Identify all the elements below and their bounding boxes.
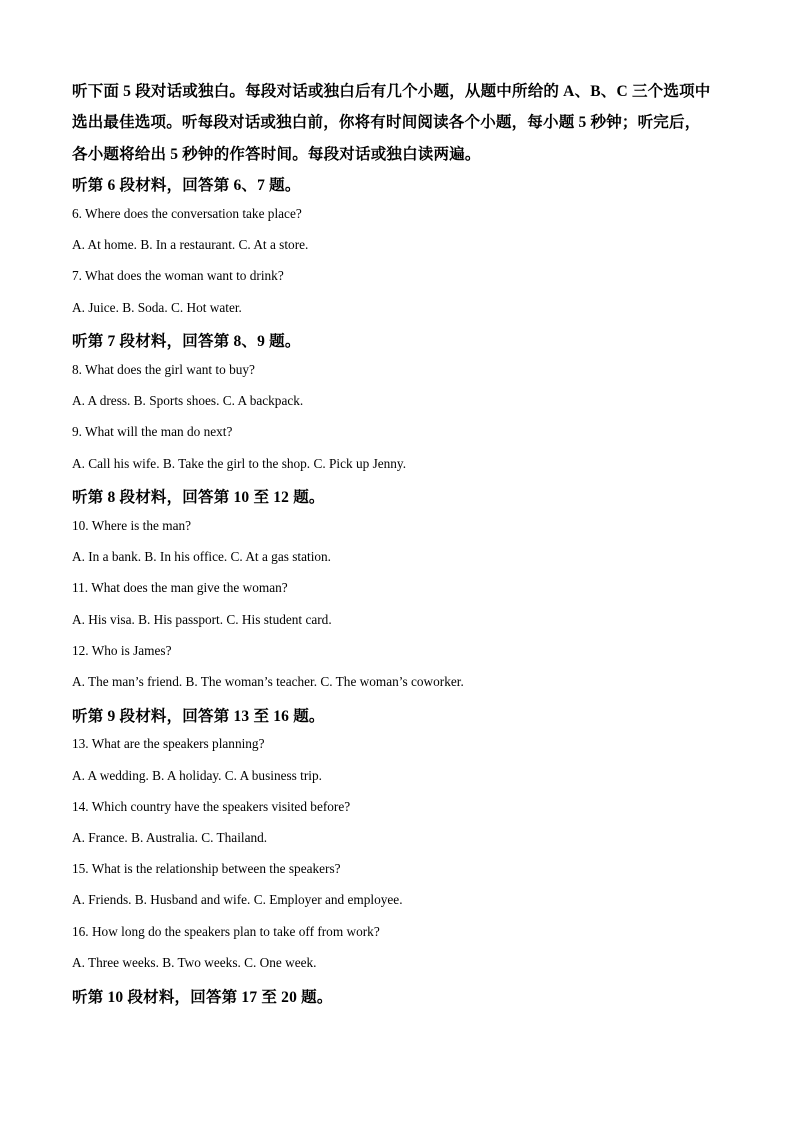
options-13: A. A wedding. B. A holiday. C. A business trip. xyxy=(72,768,322,783)
instructions-line-3: 各小题将给出 5 秒钟的作答时间。每段对话或独白读两遍。 xyxy=(72,146,481,163)
options-6: A. At home. B. In a restaurant. C. At a store. xyxy=(72,237,309,252)
options-14: A. France. B. Australia. C. Thailand. xyxy=(72,830,268,845)
question-7: 7. What does the woman want to drink? xyxy=(72,268,284,283)
section-heading-10: 听第 10 段材料，回答第 17 至 20 题。 xyxy=(72,989,333,1006)
question-10: 10. Where is the man? xyxy=(72,518,192,533)
section-heading-7: 听第 7 段材料，回答第 8、9 题。 xyxy=(72,333,301,350)
options-12: A. The man’s friend. B. The woman’s teacher. C. The woman’s coworker. xyxy=(72,674,464,689)
section-heading-9: 听第 9 段材料，回答第 13 至 16 题。 xyxy=(72,708,325,725)
question-15: 15. What is the relationship between the speakers? xyxy=(72,861,341,876)
options-15: A. Friends. B. Husband and wife. C. Employer and employee. xyxy=(72,892,403,907)
options-9: A. Call his wife. B. Take the girl to the shop. C. Pick up Jenny. xyxy=(72,456,407,471)
options-16: A. Three weeks. B. Two weeks. C. One week. xyxy=(72,955,317,970)
options-8: A. A dress. B. Sports shoes. C. A backpack. xyxy=(72,393,304,408)
options-11: A. His visa. B. His passport. C. His student card. xyxy=(72,612,332,627)
instructions-line-1: 听下面 5 段对话或独白。每段对话或独白后有几个小题，从题中所给的 A、B、C 三个选项中 xyxy=(72,83,711,100)
question-6: 6. Where does the conversation take place? xyxy=(72,206,302,221)
question-12: 12. Who is James? xyxy=(72,643,172,658)
question-16: 16. How long do the speakers plan to take off from work? xyxy=(72,924,380,939)
question-9: 9. What will the man do next? xyxy=(72,424,233,439)
question-8: 8. What does the girl want to buy? xyxy=(72,362,255,377)
section-heading-6: 听第 6 段材料，回答第 6、7 题。 xyxy=(72,177,301,194)
question-13: 13. What are the speakers planning? xyxy=(72,736,265,751)
question-14: 14. Which country have the speakers visited before? xyxy=(72,799,351,814)
instructions-line-2: 选出最佳选项。听每段对话或独白前，你将有时间阅读各个小题，每小题 5 秒钟；听完后， xyxy=(72,114,701,131)
options-7: A. Juice. B. Soda. C. Hot water. xyxy=(72,300,242,315)
question-11: 11. What does the man give the woman? xyxy=(72,580,288,595)
section-heading-8: 听第 8 段材料，回答第 10 至 12 题。 xyxy=(72,489,325,506)
options-10: A. In a bank. B. In his office. C. At a gas station. xyxy=(72,549,332,564)
